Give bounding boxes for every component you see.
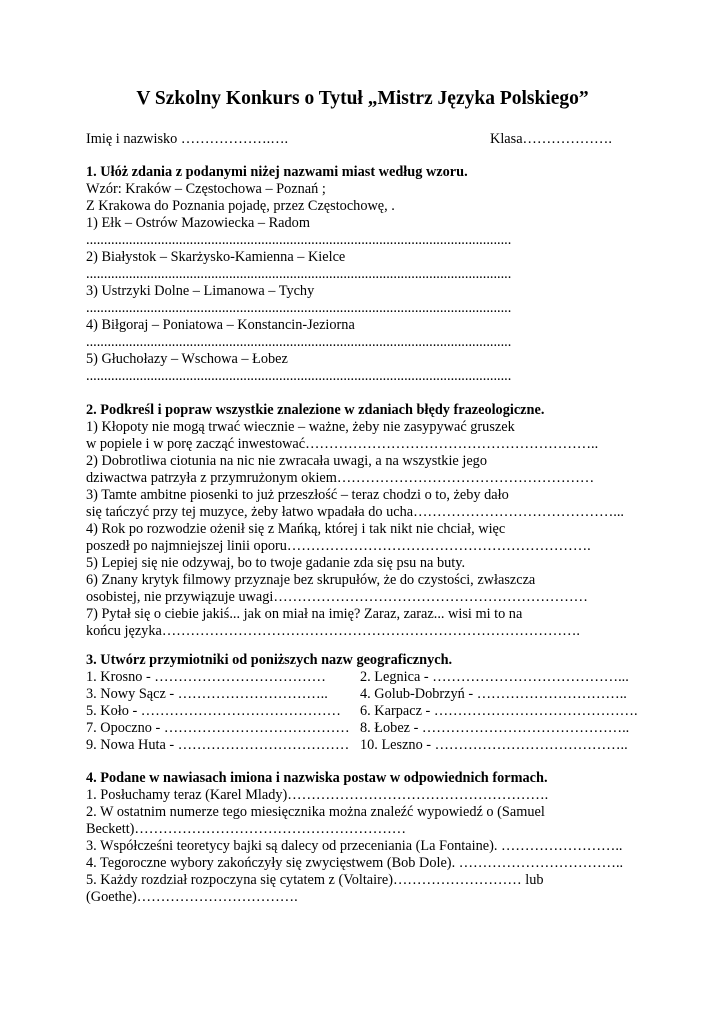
task-4-line: 4. Tegoroczne wybory zakończyły się zwycięstwem (Bob Dole). …………………………….. [86,855,624,871]
answer-line[interactable]: ....................................................................................................................... [86,334,512,350]
task-3-row [86,703,646,720]
task-1-item: 2) Białystok – Skarżysko-Kamienna – Kielce [86,249,346,265]
task-1 [86,164,646,385]
task-3-item: 3. Nowy Sącz - ………………………….. [86,686,328,702]
task-3-item: 6. Karpacz - ……………………………………. [360,703,638,719]
task-2-line: osobistej, nie przywiązuje uwagi………………………………………………………… [86,589,588,605]
task-2-line: 7) Pytał się o ciebie jakiś... jak on miał na imię? Zaraz, zaraz... wisi mi to na [86,606,523,622]
task-2-line: dziwactwa patrzyła z przymrużonym okiem……………………………………………… [86,470,595,486]
task-3-item: 5. Koło - …………………………………… [86,703,341,719]
task-3-row [86,669,646,686]
task-1-item: 4) Biłgoraj – Poniatowa – Konstancin-Jeziorna [86,317,355,333]
task-3-list [86,669,646,754]
page-title: V Szkolny Konkurs o Tytuł „Mistrz Języka Polskiego” [136,88,589,109]
task-2-line: 3) Tamte ambitne piosenki to już przeszłość – teraz chodzi o to, żeby dało [86,487,509,503]
task-4-line: 3. Współcześni teoretycy bajki są dalecy od przeceniania (La Fontaine). …………………….. [86,838,623,854]
task-2-line: 5) Lepiej się nie odzywaj, bo to twoje gadanie zda się psu na buty. [86,555,466,571]
task-1-item: 1) Ełk – Ostrów Mazowiecka – Radom [86,215,310,231]
task-4-heading: 4. Podane w nawiasach imiona i nazwiska postaw w odpowiednich formach. [86,770,548,786]
task-1-item: 3) Ustrzyki Dolne – Limanowa – Tychy [86,283,315,299]
task-1-example: Wzór: Kraków – Częstochowa – Poznań ; [86,181,326,197]
task-3-item: 9. Nowa Huta - ……………………………… [86,737,350,753]
name-field-label: Imię i nazwisko ……………….…. [86,131,289,147]
task-2-line: poszedł po najmniejszej linii oporu………………………………………………………. [86,538,591,554]
task-2-line: się tańczyć przy tej muzyce, żeby łatwo wpadała do ucha……………………………………... [86,504,624,520]
task-2-heading: 2. Podkreśl i popraw wszystkie znalezione w zdaniach błędy frazeologiczne. [86,402,545,418]
task-2-line: w popiele i w porę zacząć inwestować…………………………………………………….. [86,436,599,452]
task-1-item: 5) Głuchołazy – Wschowa – Łobez [86,351,288,367]
task-4-line: 2. W ostatnim numerze tego miesięcznika można znaleźć wypowiedź o (Samuel [86,804,545,820]
task-3-item: 4. Golub-Dobrzyń - ………………………….. [360,686,627,702]
task-4-line: (Goethe)……………………………. [86,889,298,905]
answer-line[interactable]: ....................................................................................................................... [86,232,512,248]
task-3-row [86,686,646,703]
task-3-heading: 3. Utwórz przymiotniki od poniższych nazw geograficznych. [86,652,453,668]
task-3-row [86,720,646,737]
task-3 [86,652,646,754]
task-1-heading: 1. Ułóż zdania z podanymi niżej nazwami miast według wzoru. [86,164,468,180]
task-4 [86,770,646,906]
task-4-line: 1. Posłuchamy teraz (Karel Mlady)………………………………………………. [86,787,549,803]
task-2-line: 1) Kłopoty nie mogą trwać wiecznie – ważne, żeby nie zasypywać gruszek [86,419,515,435]
task-2-line: 2) Dobrotliwa ciotunia na nic nie zwracała uwagi, a na wszystkie jego [86,453,487,469]
task-3-item: 8. Łobez - …………………………………….. [360,720,630,736]
answer-line[interactable]: ....................................................................................................................... [86,300,512,316]
class-field-label: Klasa………………. [490,131,612,147]
task-3-item: 1. Krosno - ……………………………… [86,669,326,685]
task-2-line: 4) Rok po rozwodzie ożenił się z Mańką, której i tak nikt nie chciał, więc [86,521,506,537]
task-4-line: 5. Każdy rozdział rozpoczyna się cytatem z (Voltaire)……………………… lub [86,872,544,888]
student-header [86,131,646,149]
task-2-line: 6) Znany krytyk filmowy przyznaje bez skrupułów, że do czystości, zwłaszcza [86,572,536,588]
task-3-row [86,737,646,754]
answer-line[interactable]: ....................................................................................................................... [86,266,512,282]
task-1-example-sentence: Z Krakowa do Poznania pojadę, przez Częstochowę, . [86,198,395,214]
task-2-line: końcu języka……………………………………………………………………………. [86,623,581,639]
task-2 [86,402,646,640]
task-4-line: Beckett)………………………………………………… [86,821,407,837]
task-3-item: 2. Legnica - …………………………………... [360,669,629,685]
task-3-item: 10. Leszno - ………………………………….. [360,737,628,753]
task-3-item: 7. Opoczno - ………………………………… [86,720,350,736]
answer-line[interactable]: ....................................................................................................................... [86,368,512,384]
